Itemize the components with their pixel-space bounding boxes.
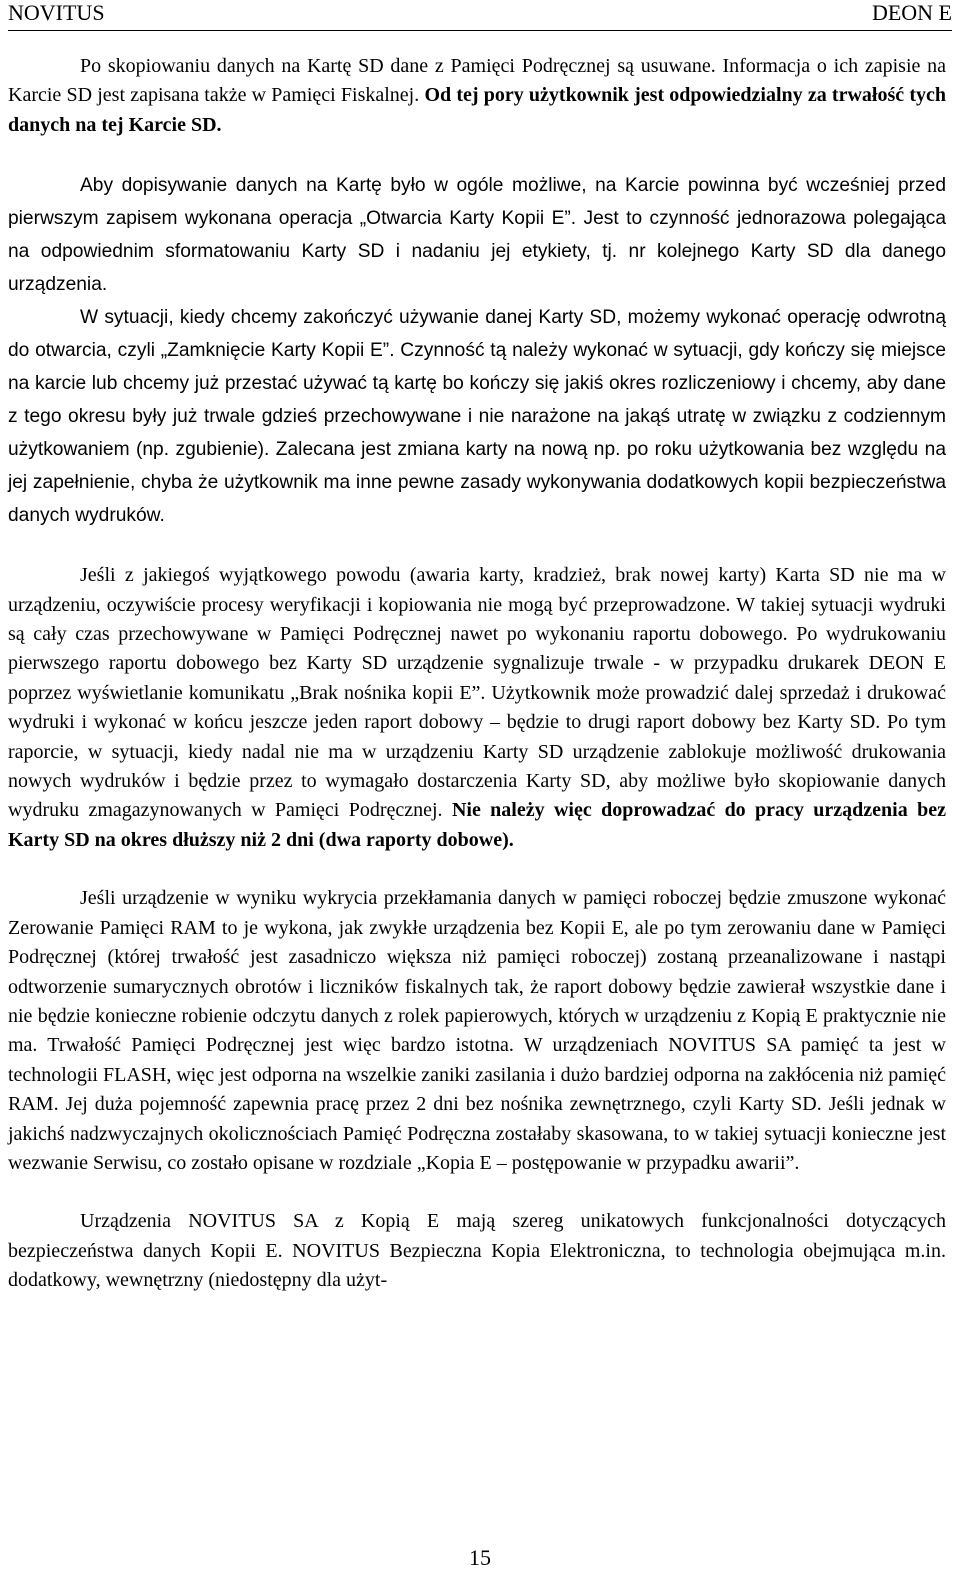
- spacer: [8, 532, 946, 561]
- document-body: [8, 52, 946, 1296]
- paragraph-4: [8, 561, 946, 855]
- paragraph-3: [8, 301, 946, 532]
- paragraph-6: [8, 1207, 946, 1295]
- paragraph-2-text: Aby dopisywanie danych na Kartę było w ogóle możliwe, na Karcie powinna być wcześniej przed pierwszym zapisem wykonana operacja „Otwarcia Karty Kopii E”. Jest to czynność jednorazowa polegająca na odpowiednim sformatowaniu Karty SD i nadaniu jej etykiety, tj. nr kolejnego Karty SD dla danego urządzenia.: [8, 175, 946, 296]
- page-number: 15: [469, 1545, 491, 1570]
- spacer: [8, 855, 946, 884]
- paragraph-5-text: Jeśli urządzenie w wyniku wykrycia przekłamania danych w pamięci roboczej będzie zmuszone wykonać Zerowanie Pamięci RAM to je wykona, jak zwykłe urządzenia bez Kopii E, ale po tym zerowaniu dane w Pamięci Podręcznej (której trwałość jest zasadniczo większa niż pamięci roboczej) zostaną przeanalizowane i nastąpi odtworzenie sumarycznych obrotów i liczników fiskalnych tak, że raport dobowy będzie zawierał wszystkie dane i nie będzie konieczne robienie odczytu danych z rolek papierowych, których w urządzeniu z Kopią E praktycznie nie ma. Trwałość Pamięci Podręcznej jest więc bardzo istotna. W urządzeniach NOVITUS SA pamięć ta jest w technologii FLASH, więc jest odporna na wszelkie zaniki zasilania i dużo bardziej odporna na zakłócenia niż pamięć RAM. Jej duża pojemność zapewnia pracę przez 2 dni bez nośnika zewnętrznego, czyli Karty SD. Jeśli jednak w jakichś nadzwyczajnych okolicznościach Pamięć Podręczna zostałaby skasowana, to w takiej sytuacji konieczne jest wezwanie Serwisu, co zostało opisane w rozdziale „Kopia E – postępowanie w przypadku awarii”.: [8, 887, 946, 1174]
- paragraph-3-text: W sytuacji, kiedy chcemy zakończyć używanie danej Karty SD, możemy wykonać operację odwrotną do otwarcia, czyli „Zamknięcie Karty Kopii E”. Czynność tą należy wykonać w sytuacji, gdy kończy się miejsce na karcie lub chcemy już przestać używać tą kartę bo kończy się jakiś okres rozliczeniowy i chcemy, aby dane z tego okresu były już trwale gdzieś przechowywane i nie narażone na jakąś utratę w związku z codziennym użytkowaniem (np. zgubienie). Zalecana jest zmiana karty na nową np. po roku użytkowania bez względu na jej zapełnienie, chyba że użytkownik ma inne pewne zasady wykonywania dodatkowych kopii bezpieczeństwa danych wydruków.: [8, 307, 946, 527]
- paragraph-6-text: Urządzenia NOVITUS SA z Kopią E mają szereg unikatowych funkcjonalności dotyczących bezpieczeństwa danych Kopii E. NOVITUS Bezpieczna Kopia Elektroniczna, to technologia obejmująca m.in. dodatkowy, wewnętrzny (niedostępny dla użyt-: [8, 1210, 946, 1292]
- paragraph-4-bold: Nie należy więc doprowadzać do pracy urządzenia bez Karty SD na okres dłuższy niż 2 dni (dwa raporty dobowe).: [8, 799, 946, 851]
- spacer: [8, 140, 946, 169]
- paragraph-2: [8, 169, 946, 301]
- paragraph-1-bold: Od tej pory użytkownik jest odpowiedzialny za trwałość tych danych na tej Karcie SD.: [8, 84, 946, 136]
- paragraph-1-text: Po skopiowaniu danych na Kartę SD dane z Pamięci Podręcznej są usuwane. Informacja o ich zapisie na Karcie SD jest zapisana także w Pamięci Fiskalnej.: [8, 55, 946, 107]
- paragraph-1: [8, 52, 946, 140]
- paragraph-4-text: Jeśli z jakiegoś wyjątkowego powodu (awaria karty, kradzież, brak nowej karty) Karta SD nie ma w urządzeniu, oczywiście procesy weryfikacji i kopiowania nie mogą być przeprowadzone. W takiej sytuacji wydruki są cały czas przechowywane w Pamięci Podręcznej nawet po wykonaniu raportu dobowego. Po wydrukowaniu pierwszego raportu dobowego bez Karty SD urządzenie sygnalizuje trwale - w przypadku drukarek DEON E poprzez wyświetlanie komunikatu „Brak nośnika kopii E”. Użytkownik może prowadzić dalej sprzedaż i drukować wydruki i wykonać w końcu jeszcze jeden raport dobowy – będzie to drugi raport dobowy bez Karty SD. Po tym raporcie, w sytuacji, kiedy nadal nie ma w urządzeniu Karty SD urządzenie zablokuje możliwość drukowania nowych wydruków i będzie przez to wymagało dostarczenia Karty SD, aby możliwe było skopiowanie danych wydruku zmagazynowanych w Pamięci Podręcznej.: [8, 564, 946, 822]
- page-header: [8, 0, 952, 31]
- header-model: DEON E: [871, 0, 952, 25]
- paragraph-5: [8, 884, 946, 1178]
- spacer: [8, 1178, 946, 1207]
- header-brand: NOVITUS: [8, 0, 105, 25]
